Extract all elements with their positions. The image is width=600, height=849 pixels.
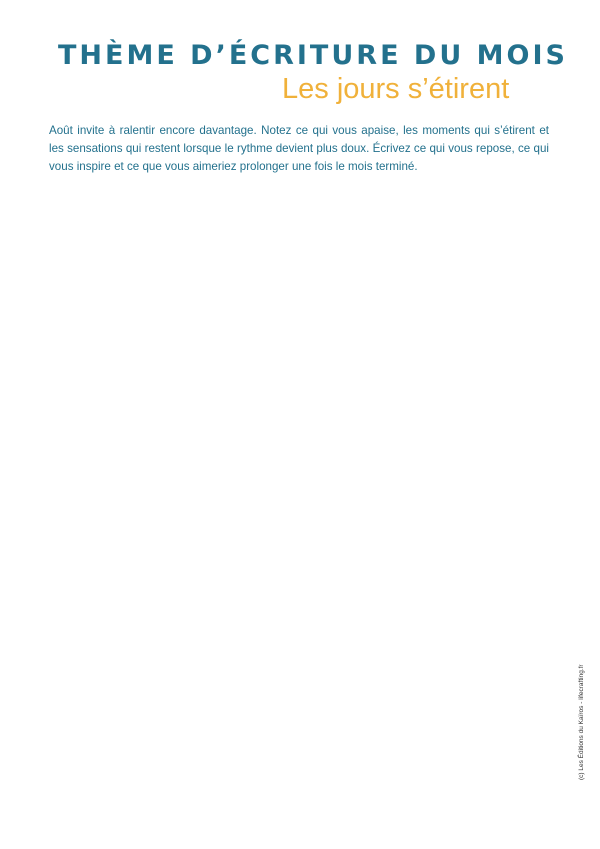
footer-credit: (c) Les Éditions du Kaïros - lifecrafting.fr bbox=[578, 664, 585, 780]
page-subtitle: Les jours s’étirent bbox=[282, 73, 510, 105]
page-title: THÈME D’ÉCRITURE DU MOIS bbox=[58, 40, 568, 71]
intro-paragraph: Août invite à ralentir encore davantage. Notez ce qui vous apaise, les moments qui s’étirent et les sensations qui restent lorsque le rythme devient plus doux. Écrivez ce qui vous repose, ce qui vous inspire et ce que vous aimeriez prolonger une fois le mois terminé. bbox=[49, 124, 549, 173]
